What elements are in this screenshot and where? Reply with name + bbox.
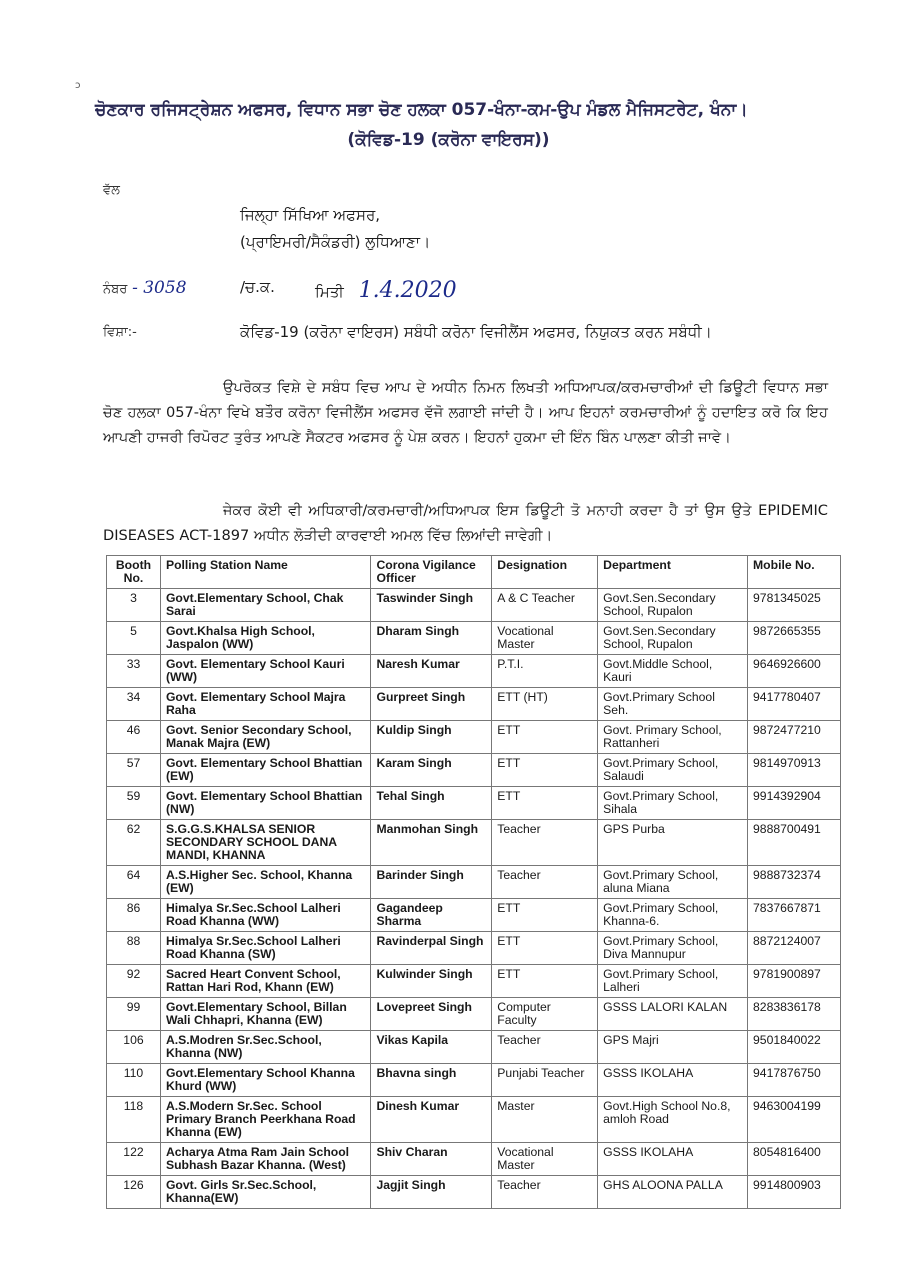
office-subheader: (ਕੋਵਿਡ-19 (ਕਰੋਨਾ ਵਾਇਰਸ)) <box>347 130 550 150</box>
booth-no-cell: 126 <box>107 1176 161 1209</box>
mobile-cell: 9417780407 <box>748 688 841 721</box>
designation-cell: ETT <box>492 899 598 932</box>
department-cell: GSSS IKOLAHA <box>598 1143 748 1176</box>
department-cell: GPS Purba <box>598 820 748 866</box>
officer-cell: Gurpreet Singh <box>371 688 492 721</box>
designation-cell: Punjabi Teacher <box>492 1064 598 1097</box>
reference-number <box>103 278 187 298</box>
booth-no-cell: 5 <box>107 622 161 655</box>
designation-cell: Vocational Master <box>492 622 598 655</box>
department-cell: Govt.Primary School, Diva Mannupur <box>598 932 748 965</box>
officer-cell: Manmohan Singh <box>371 820 492 866</box>
officer-cell: Naresh Kumar <box>371 655 492 688</box>
table-row <box>107 820 841 866</box>
table-row <box>107 1064 841 1097</box>
booth-no-cell: 59 <box>107 787 161 820</box>
officer-cell: Dinesh Kumar <box>371 1097 492 1143</box>
mobile-cell: 9814970913 <box>748 754 841 787</box>
table-row <box>107 965 841 998</box>
to-label: ਵੱਲ <box>103 183 120 198</box>
table-header-row <box>107 556 841 589</box>
mobile-cell: 9463004199 <box>748 1097 841 1143</box>
polling-station-cell: Himalya Sr.Sec.School Lalheri Road Khanna (WW) <box>160 899 371 932</box>
booth-no-cell: 33 <box>107 655 161 688</box>
polling-station-cell: Govt. Girls Sr.Sec.School, Khanna(EW) <box>160 1176 371 1209</box>
mobile-cell: 9888700491 <box>748 820 841 866</box>
polling-station-cell: S.G.G.S.KHALSA SENIOR SECONDARY SCHOOL DANA MANDI, KHANNA <box>160 820 371 866</box>
officer-cell: Vikas Kapila <box>371 1031 492 1064</box>
mobile-cell: 8054816400 <box>748 1143 841 1176</box>
polling-station-cell: Govt.Elementary School Khanna Khurd (WW) <box>160 1064 371 1097</box>
mobile-cell: 8283836178 <box>748 998 841 1031</box>
polling-station-cell: Govt.Elementary School, Billan Wali Chhapri, Khanna (EW) <box>160 998 371 1031</box>
header-vigilance-officer: Corona Vigilance Officer <box>371 556 492 589</box>
department-cell: Govt. Primary School, Rattanheri <box>598 721 748 754</box>
designation-cell: ETT <box>492 965 598 998</box>
table-row <box>107 899 841 932</box>
header-department: Department <box>598 556 748 589</box>
designation-cell: Teacher <box>492 1176 598 1209</box>
mobile-cell: 9914800903 <box>748 1176 841 1209</box>
designation-cell: ETT <box>492 754 598 787</box>
officer-cell: Kulwinder Singh <box>371 965 492 998</box>
polling-station-cell: Himalya Sr.Sec.School Lalheri Road Khanna (SW) <box>160 932 371 965</box>
polling-station-cell: A.S.Higher Sec. School, Khanna (EW) <box>160 866 371 899</box>
booth-no-cell: 34 <box>107 688 161 721</box>
header-mobile-no: Mobile No. <box>748 556 841 589</box>
booth-no-cell: 88 <box>107 932 161 965</box>
designation-cell: Teacher <box>492 1031 598 1064</box>
polling-station-cell: Govt. Elementary School Kauri (WW) <box>160 655 371 688</box>
officer-cell: Barinder Singh <box>371 866 492 899</box>
reference-section: /ਚ.ਕ. <box>240 278 275 296</box>
header-booth-no: Booth No. <box>107 556 161 589</box>
designation-cell: P.T.I. <box>492 655 598 688</box>
booth-no-cell: 106 <box>107 1031 161 1064</box>
officer-cell: Kuldip Singh <box>371 721 492 754</box>
booth-no-cell: 118 <box>107 1097 161 1143</box>
department-cell: Govt.Primary School, Salaudi <box>598 754 748 787</box>
officer-cell: Taswinder Singh <box>371 589 492 622</box>
officer-cell: Shiv Charan <box>371 1143 492 1176</box>
page-mark: ɔ <box>75 80 81 91</box>
designation-cell: Teacher <box>492 820 598 866</box>
mobile-cell: 7837667871 <box>748 899 841 932</box>
mobile-cell: 9872665355 <box>748 622 841 655</box>
booth-no-cell: 110 <box>107 1064 161 1097</box>
table-row <box>107 655 841 688</box>
designation-cell: Teacher <box>492 866 598 899</box>
booth-no-cell: 3 <box>107 589 161 622</box>
officer-cell: Bhavna singh <box>371 1064 492 1097</box>
date-label: ਮਿਤੀ <box>315 283 344 301</box>
designation-cell: A & C Teacher <box>492 589 598 622</box>
department-cell: GPS Majri <box>598 1031 748 1064</box>
designation-cell: ETT (HT) <box>492 688 598 721</box>
department-cell: GSSS IKOLAHA <box>598 1064 748 1097</box>
officer-cell: Ravinderpal Singh <box>371 932 492 965</box>
polling-station-cell: A.S.Modren Sr.Sec.School, Khanna (NW) <box>160 1031 371 1064</box>
officer-table <box>106 555 841 1209</box>
mobile-cell: 9781345025 <box>748 589 841 622</box>
body-paragraph-2: ਜੇਕਰ ਕੋਈ ਵੀ ਅਧਿਕਾਰੀ/ਕਰਮਚਾਰੀ/ਅਧਿਆਪਕ ਇਸ ਡਿਊਟੀ ਤੋ ਮਨਾਹੀ ਕਰਦਾ ਹੈ ਤਾਂ ਉਸ ਉਤੇ EPIDEMIC DISEASES ACT-1897 ਅਧੀਨ ਲੋੜੀਦੀ ਕਾਰਵਾਈ ਅਮਲ ਵਿੱਚ ਲਿਆਂਦੀ ਜਾਵੇਗੀ। <box>103 502 828 544</box>
polling-station-cell: Acharya Atma Ram Jain School Subhash Bazar Khanna. (West) <box>160 1143 371 1176</box>
recipient-line-2: (ਪ੍ਰਾਇਮਰੀ/ਸੈਕੰਡਰੀ) ਲੁਧਿਆਣਾ। <box>240 233 431 251</box>
designation-cell: Computer Faculty <box>492 998 598 1031</box>
department-cell: Govt.Sen.Secondary School, Rupalon <box>598 589 748 622</box>
recipient-line-1: ਜਿਲ੍ਹਾ ਸਿੱਖਿਆ ਅਫਸਰ, <box>240 206 381 224</box>
mobile-cell: 9781900897 <box>748 965 841 998</box>
date-value: 1.4.2020 <box>358 278 457 303</box>
table-row <box>107 721 841 754</box>
officer-cell: Tehal Singh <box>371 787 492 820</box>
table-row <box>107 1143 841 1176</box>
table-row <box>107 1031 841 1064</box>
polling-station-cell: Govt. Elementary School Bhattian (EW) <box>160 754 371 787</box>
mobile-cell: 8872124007 <box>748 932 841 965</box>
designation-cell: ETT <box>492 721 598 754</box>
table-row <box>107 622 841 655</box>
booth-no-cell: 99 <box>107 998 161 1031</box>
polling-station-cell: Govt.Khalsa High School, Jaspalon (WW) <box>160 622 371 655</box>
department-cell: Govt.Primary School, Khanna-6. <box>598 899 748 932</box>
booth-no-cell: 122 <box>107 1143 161 1176</box>
table-row <box>107 866 841 899</box>
mobile-cell: 9501840022 <box>748 1031 841 1064</box>
department-cell: Govt.Sen.Secondary School, Rupalon <box>598 622 748 655</box>
mobile-cell: 9872477210 <box>748 721 841 754</box>
mobile-cell: 9646926600 <box>748 655 841 688</box>
office-header: ਚੋਣਕਾਰ ਰਜਿਸਟ੍ਰੇਸ਼ਨ ਅਫਸਰ, ਵਿਧਾਨ ਸਭਾ ਚੋਣ ਹਲਕਾ 057-ਖੰਨਾ-ਕਮ-ਉਪ ਮੰਡਲ ਮੈਜਿਸਟਰੇਟ, ਖੰਨਾ। <box>95 100 748 120</box>
booth-no-cell: 46 <box>107 721 161 754</box>
officer-cell: Jagjit Singh <box>371 1176 492 1209</box>
table-row <box>107 589 841 622</box>
polling-station-cell: Sacred Heart Convent School, Rattan Hari Rod, Khann (EW) <box>160 965 371 998</box>
subject-label: ਵਿਸ਼ਾ:- <box>103 325 137 340</box>
number-value: - 3058 <box>132 278 187 298</box>
table-row <box>107 688 841 721</box>
mobile-cell: 9888732374 <box>748 866 841 899</box>
department-cell: Govt.Primary School Seh. <box>598 688 748 721</box>
designation-cell: Vocational Master <box>492 1143 598 1176</box>
table-row <box>107 998 841 1031</box>
department-cell: Govt.Primary School, Lalheri <box>598 965 748 998</box>
polling-station-cell: Govt.Elementary School, Chak Sarai <box>160 589 371 622</box>
department-cell: Govt.Middle School, Kauri <box>598 655 748 688</box>
subject-text: ਕੋਵਿਡ-19 (ਕਰੋਨਾ ਵਾਇਰਸ) ਸਬੰਧੀ ਕਰੋਨਾ ਵਿਜੀਲੈਂਸ ਅਫਸਰ, ਨਿਯੁਕਤ ਕਰਨ ਸਬੰਧੀ। <box>240 323 712 341</box>
header-polling-station: Polling Station Name <box>160 556 371 589</box>
booth-no-cell: 92 <box>107 965 161 998</box>
booth-no-cell: 64 <box>107 866 161 899</box>
table-row <box>107 1097 841 1143</box>
officer-cell: Gagandeep Sharma <box>371 899 492 932</box>
designation-cell: ETT <box>492 932 598 965</box>
designation-cell: ETT <box>492 787 598 820</box>
officer-cell: Dharam Singh <box>371 622 492 655</box>
booth-no-cell: 62 <box>107 820 161 866</box>
table-row <box>107 1176 841 1209</box>
department-cell: Govt.Primary School, aluna Miana <box>598 866 748 899</box>
mobile-cell: 9417876750 <box>748 1064 841 1097</box>
booth-no-cell: 86 <box>107 899 161 932</box>
polling-station-cell: Govt. Senior Secondary School, Manak Majra (EW) <box>160 721 371 754</box>
body-paragraph-1: ਉਪਰੋਕਤ ਵਿਸ਼ੇ ਦੇ ਸਬੰਧ ਵਿਚ ਆਪ ਦੇ ਅਧੀਨ ਨਿਮਨ ਲਿਖਤੀ ਅਧਿਆਪਕ/ਕਰਮਚਾਰੀਆਂ ਦੀ ਡਿਊਟੀ ਵਿਧਾਨ ਸਭਾ ਚੋਣ ਹਲਕਾ 057-ਖੰਨਾ ਵਿਖੇ ਬਤੌਰ ਕਰੋਨਾ ਵਿਜੀਲੈਂਸ ਅਫਸਰ ਵੱਜੋ ਲਗਾਈ ਜਾਂਦੀ ਹੈ। ਆਪ ਇਹਨਾਂ ਕਰਮਚਾਰੀਆਂ ਨੂੰ ਹਦਾਇਤ ਕਰੋ ਕਿ ਇਹ ਆਪਣੀ ਹਾਜਰੀ ਰਿਪੋਰਟ ਤੁਰੰਤ ਆਪਣੇ ਸੈਕਟਰ ਅਫਸਰ ਨੂੰ ਪੇਸ਼ ਕਰਨ। ਇਹਨਾਂ ਹੁਕਮਾ ਦੀ ਇੰਨ ਬਿੰਨ ਪਾਲਣਾ ਕੀਤੀ ਜਾਵੇ। <box>103 379 828 446</box>
table-row <box>107 932 841 965</box>
department-cell: Govt.Primary School, Sihala <box>598 787 748 820</box>
mobile-cell: 9914392904 <box>748 787 841 820</box>
polling-station-cell: A.S.Modern Sr.Sec. School Primary Branch Peerkhana Road Khanna (EW) <box>160 1097 371 1143</box>
number-label: ਨੰਬਰ <box>103 282 128 297</box>
department-cell: Govt.High School No.8, amloh Road <box>598 1097 748 1143</box>
table-row <box>107 787 841 820</box>
header-designation: Designation <box>492 556 598 589</box>
department-cell: GSSS LALORI KALAN <box>598 998 748 1031</box>
booth-no-cell: 57 <box>107 754 161 787</box>
officer-cell: Karam Singh <box>371 754 492 787</box>
designation-cell: Master <box>492 1097 598 1143</box>
department-cell: GHS ALOONA PALLA <box>598 1176 748 1209</box>
table-row <box>107 754 841 787</box>
polling-station-cell: Govt. Elementary School Majra Raha <box>160 688 371 721</box>
reference-date <box>315 278 457 303</box>
officer-cell: Lovepreet Singh <box>371 998 492 1031</box>
polling-station-cell: Govt. Elementary School Bhattian (NW) <box>160 787 371 820</box>
